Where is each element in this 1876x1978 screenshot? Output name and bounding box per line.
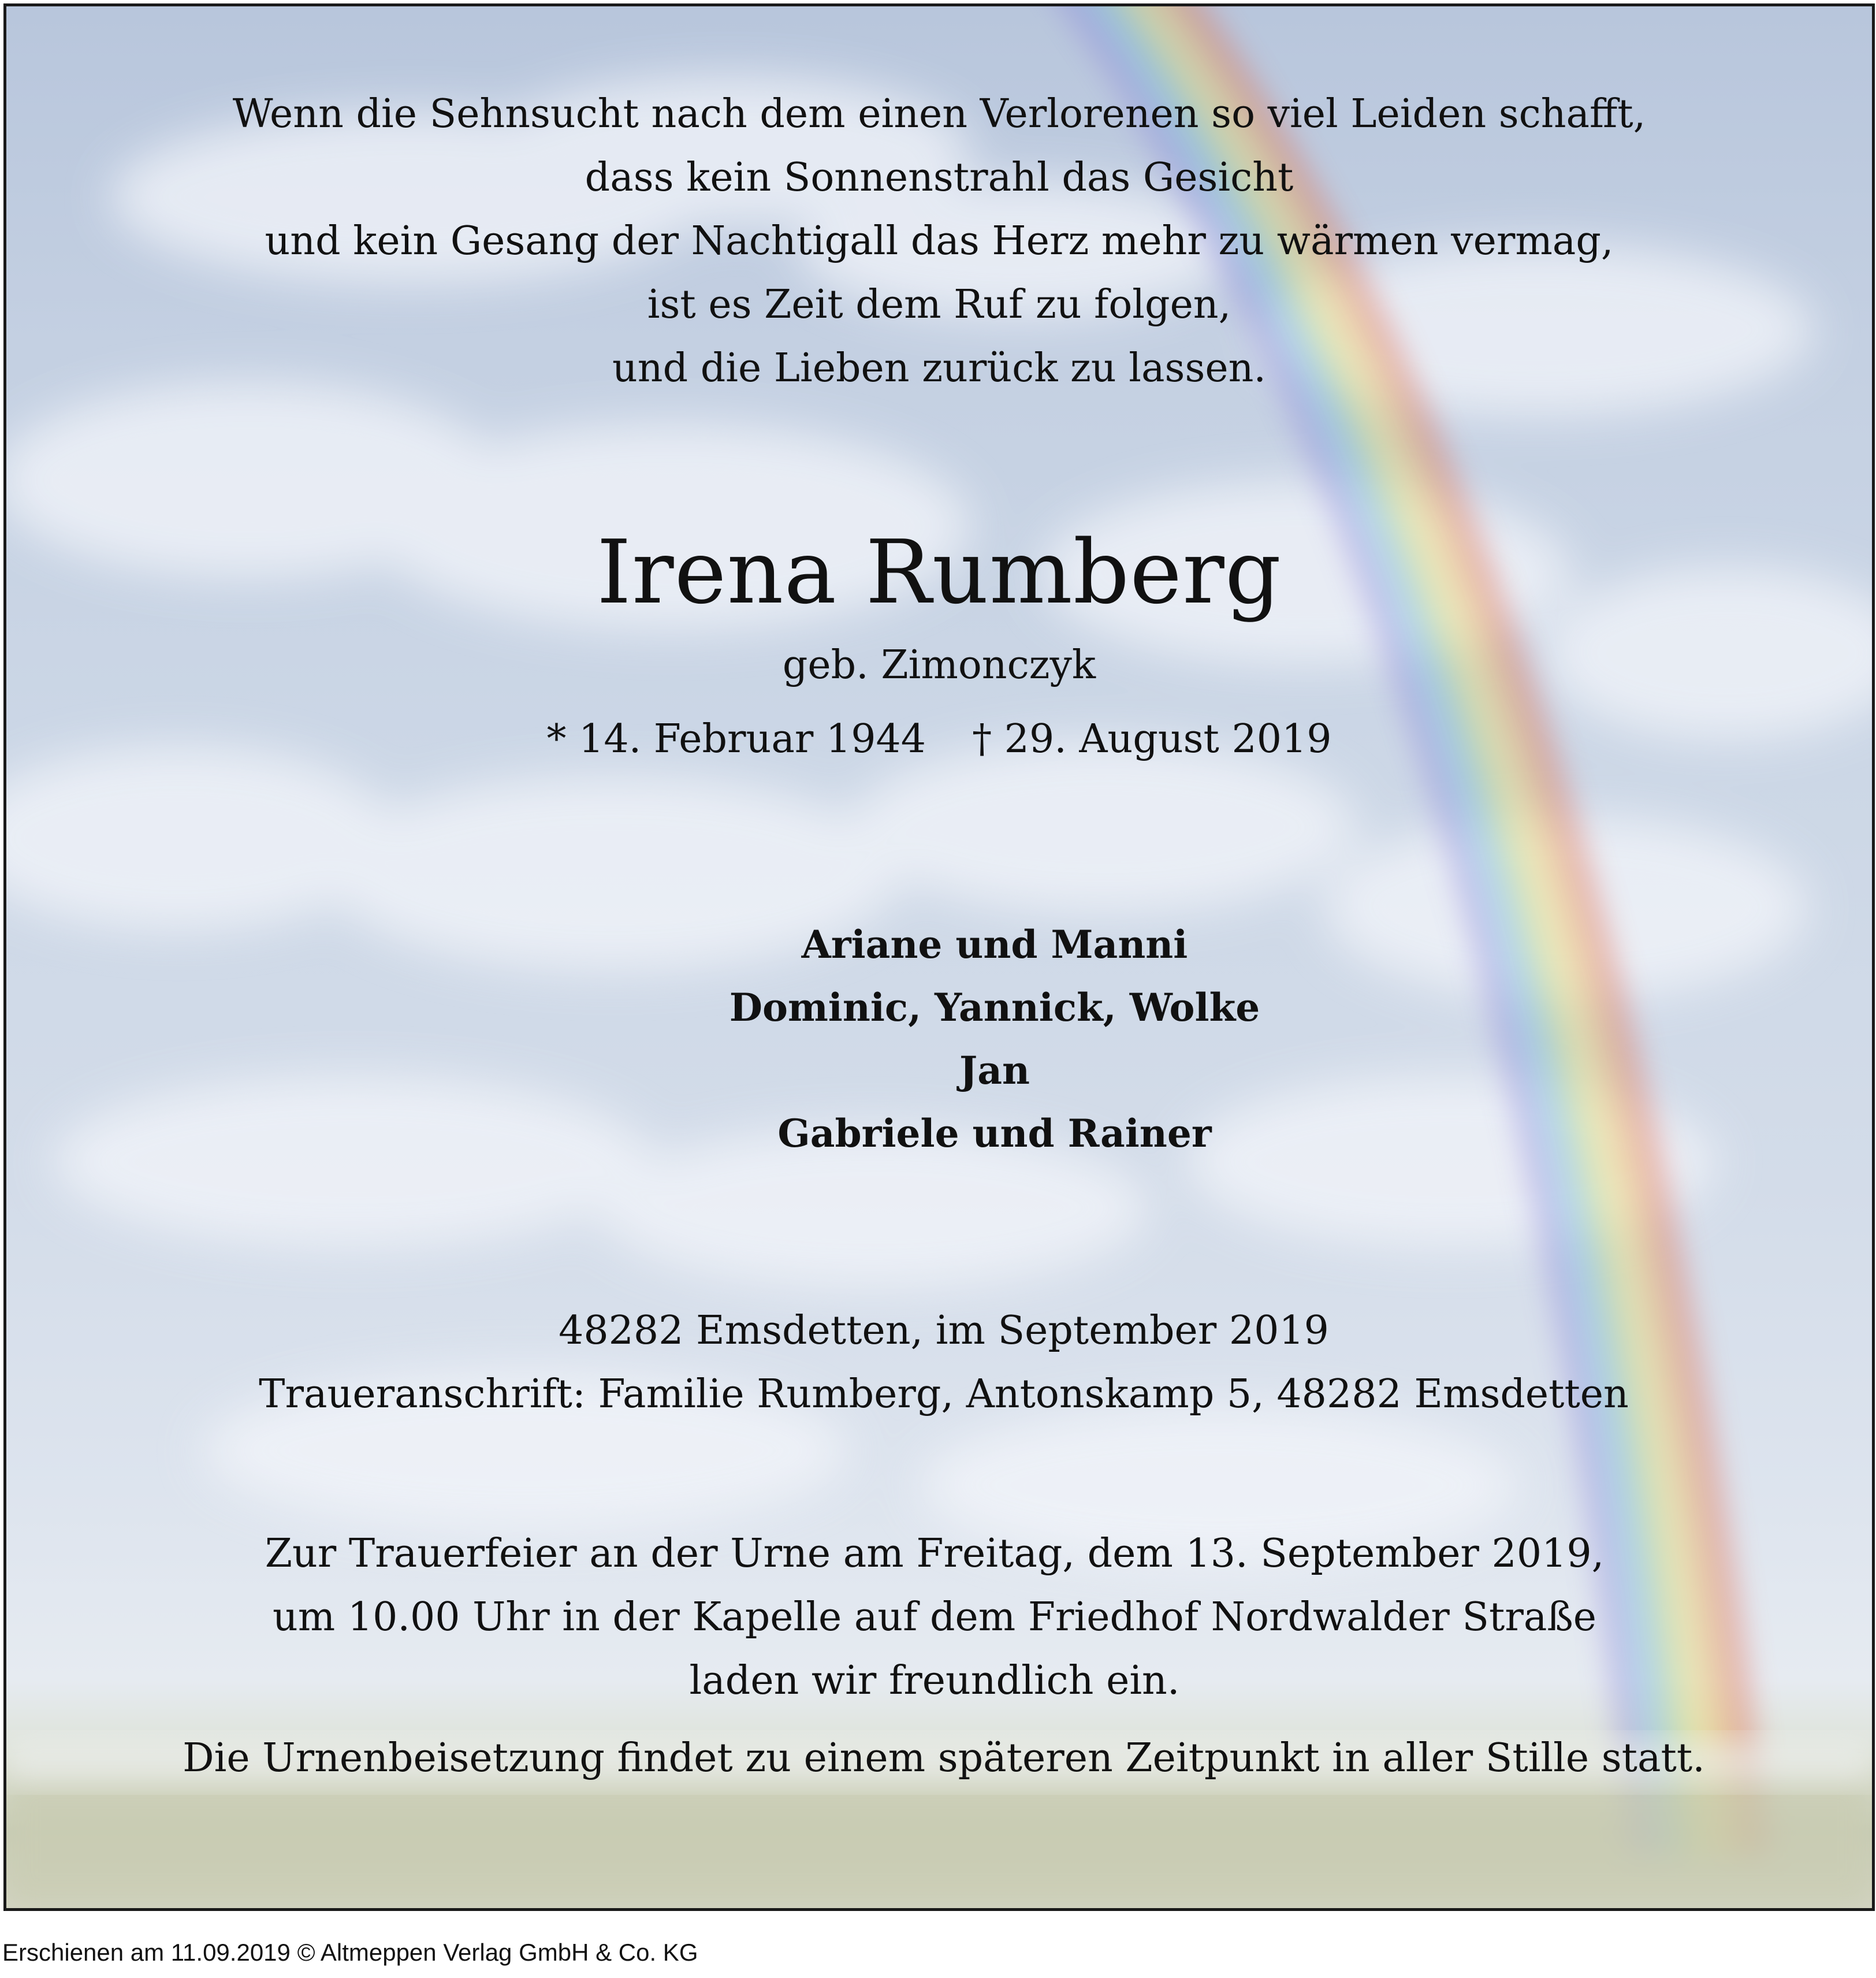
death-date: † 29. August 2019 — [972, 716, 1332, 762]
family-line: Ariane und Manni — [801, 922, 1188, 967]
publication-footer: Erschienen am 11.09.2019 © Altmeppen Verlag GmbH & Co. KG — [2, 1939, 698, 1966]
mourning-address: Traueranschrift: Familie Rumberg, Antonskamp 5, 48282 Emsdetten — [259, 1371, 1629, 1417]
verse-line: dass kein Sonnenstrahl das Gesicht — [585, 155, 1294, 200]
family-line: Dominic, Yannick, Wolke — [729, 985, 1260, 1030]
birth-name: geb. Zimonczyk — [782, 642, 1096, 688]
family-signatures — [62, 913, 1875, 1165]
birth-date: * 14. Februar 1944 — [546, 716, 926, 762]
deceased-name: Irena Rumberg — [596, 521, 1282, 623]
verse-line: ist es Zeit dem Ruf zu folgen, — [647, 282, 1231, 328]
family-line: Jan — [959, 1048, 1030, 1093]
service-line: Zur Trauerfeier an der Urne am Freitag, dem 13. September 2019, — [265, 1531, 1605, 1577]
family-line: Gabriele und Rainer — [777, 1111, 1212, 1156]
verse-line: und die Lieben zurück zu lassen. — [612, 345, 1266, 391]
service-line: um 10.00 Uhr in der Kapelle auf dem Friedhof Nordwalder Straße — [272, 1594, 1597, 1640]
verse — [6, 83, 1872, 400]
place-date-line: 48282 Emsdetten, im September 2019 — [559, 1308, 1329, 1354]
verse-line: und kein Gesang der Nachtigall das Herz mehr zu wärmen vermag, — [265, 218, 1614, 264]
verse-line: Wenn die Sehnsucht nach dem einen Verlorenen so viel Leiden schafft, — [232, 91, 1646, 137]
obituary-card — [3, 3, 1875, 1911]
place-and-address — [11, 1299, 1875, 1426]
burial-note: Die Urnenbeisetzung findet zu einem späteren Zeitpunkt in aller Stille statt. — [183, 1735, 1705, 1781]
service-line: laden wir freundlich ein. — [689, 1658, 1180, 1704]
life-dates — [6, 713, 1872, 765]
service-info — [3, 1522, 1867, 1713]
